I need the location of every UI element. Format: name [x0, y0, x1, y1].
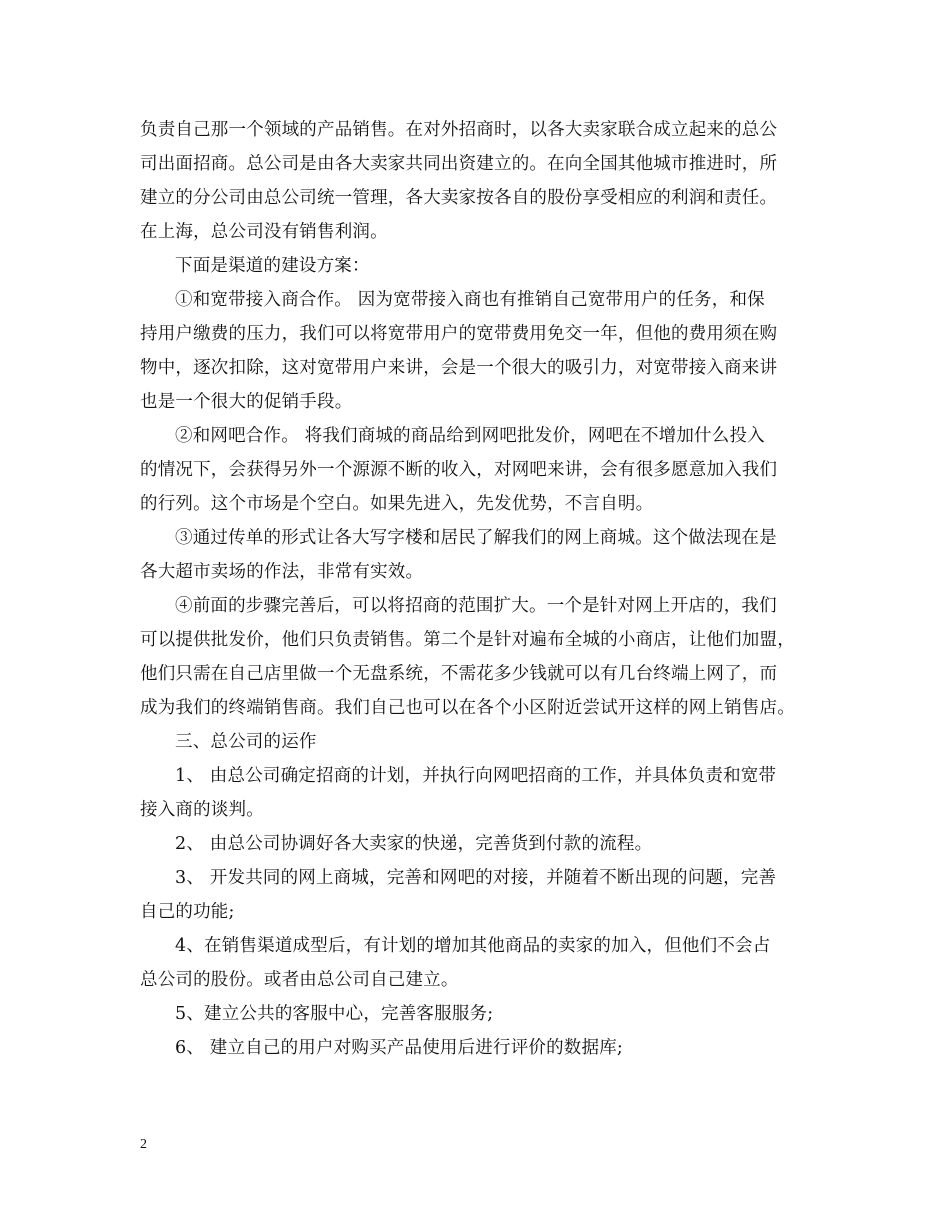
- text-line: 各大超市卖场的作法，非常有实效。: [140, 562, 424, 582]
- text-line: 也是一个很大的促销手段。: [140, 392, 353, 412]
- text-line: ③通过传单的形式让各大写字楼和居民了解我们的网上商城。这个做法现在是: [175, 528, 777, 548]
- text-line: 可以提供批发价，他们只负责销售。第二个是针对遍布全城的小商店，让他们加盟，: [140, 630, 795, 650]
- text-line: 物中，逐次扣除，这对宽带用户来讲，会是一个很大的吸引力，对宽带接入商来讲: [140, 358, 778, 378]
- page-number: 2: [140, 1137, 147, 1152]
- text-line: 1、 由总公司确定招商的计划，并执行向网吧招商的工作，并具体负责和宽带: [175, 766, 777, 786]
- text-line: 司出面招商。总公司是由各大卖家共同出资建立的。在向全国其他城市推进时，所: [140, 154, 778, 174]
- text-line: 6、 建立自己的用户对购买产品使用后进行评价的数据库;: [175, 1038, 623, 1058]
- text-line: ④前面的步骤完善后，可以将招商的范围扩大。一个是针对网上开店的，我们: [175, 596, 777, 616]
- text-line: 持用户缴费的压力，我们可以将宽带用户的宽带费用免交一年，但他的费用须在购: [140, 324, 778, 344]
- text-line: 3、 开发共同的网上商城，完善和网吧的对接，并随着不断出现的问题，完善: [175, 868, 777, 888]
- text-line: 在上海，总公司没有销售利润。: [140, 222, 388, 242]
- text-line: 他们只需在自己店里做一个无盘系统，不需花多少钱就可以有几台终端上网了，而: [140, 664, 778, 684]
- text-line: 4、在销售渠道成型后，有计划的增加其他商品的卖家的加入，但他们不会占: [175, 936, 771, 956]
- text-line: 总公司的股份。或者由总公司自己建立。: [140, 970, 459, 990]
- text-line: 建立的分公司由总公司统一管理，各大卖家按各自的股份享受相应的利润和责任。: [140, 188, 778, 208]
- text-line: 成为我们的终端销售商。我们自己也可以在各个小区附近尝试开这样的网上销售店。: [140, 698, 795, 718]
- text-line: 的行列。这个市场是个空白。如果先进入，先发优势，不言自明。: [140, 494, 654, 514]
- text-line: 2、 由总公司协调好各大卖家的快递，完善货到付款的流程。: [175, 834, 653, 854]
- text-line: 5、建立公共的客服中心，完善客服服务;: [175, 1004, 494, 1024]
- document-body: [140, 113, 820, 1065]
- text-line: 下面是渠道的建设方案：: [175, 256, 370, 276]
- text-line: ②和网吧合作。 将我们商城的商品给到网吧批发价，网吧在不增加什么投入: [175, 426, 765, 446]
- text-line: ①和宽带接入商合作。 因为宽带接入商也有推销自己宽带用户的任务，和保: [175, 290, 765, 310]
- text-line: 负责自己那一个领域的产品销售。在对外招商时，以各大卖家联合成立起来的总公: [140, 120, 778, 140]
- text-line: 接入商的谈判。: [140, 800, 264, 820]
- text-line: 三、总公司的运作: [175, 732, 317, 752]
- text-line: 自己的功能;: [140, 902, 235, 922]
- text-line: 的情况下，会获得另外一个源源不断的收入，对网吧来讲，会有很多愿意加入我们: [140, 460, 778, 480]
